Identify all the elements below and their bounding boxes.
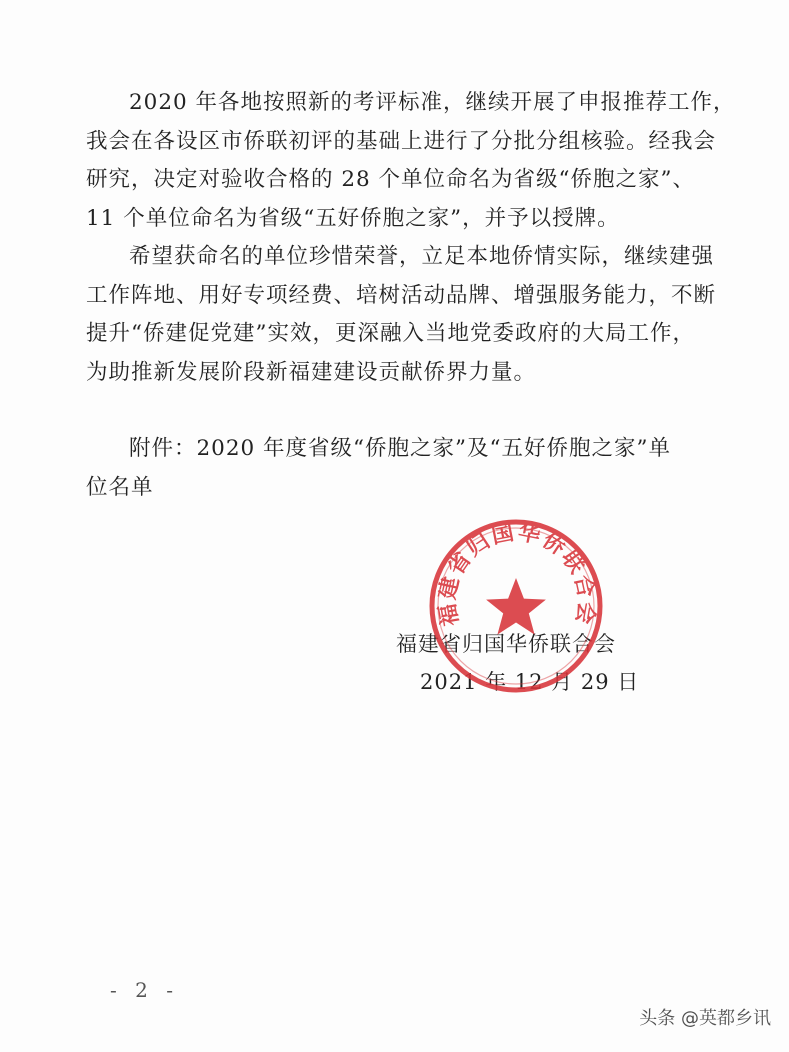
seal-star-icon — [486, 578, 546, 635]
page-number: - 2 - — [110, 978, 179, 1002]
paragraph-line: 2020 年各地按照新的考评标准，继续开展了申报推荐工作， — [129, 90, 736, 115]
paragraph-line: 希望获命名的单位珍惜荣誉，立足本地侨情实际，继续建强 — [129, 244, 715, 269]
official-seal-icon — [424, 516, 608, 696]
attachment-line: 位名单 — [86, 474, 154, 500]
signature-date: 2021 年 12 月 29 日 — [420, 670, 640, 694]
paragraph-line: 提升“侨建促党建”实效，更深融入当地党委政府的大局工作， — [86, 321, 695, 346]
paragraph-line: 工作阵地、用好专项经费、培树活动品牌、增强服务能力，不断 — [86, 282, 717, 308]
attachment-note — [86, 430, 726, 507]
attachment-line: 附件：2020 年度省级“侨胞之家”及“五好侨胞之家”单 — [129, 436, 672, 461]
paragraph-line: 11 个单位命名为省级“五好侨胞之家”，并予以授牌。 — [86, 205, 620, 231]
paragraph-line: 我会在各设区市侨联初评的基础上进行了分批分组核验。经我会 — [86, 128, 717, 154]
paragraph-line: 为助推新发展阶段新福建建设贡献侨界力量。 — [86, 359, 537, 385]
signature-organization: 福建省归国华侨联合会 — [396, 632, 616, 656]
paragraph-2 — [86, 238, 726, 392]
paragraph-line: 研究，决定对验收合格的 28 个单位命名为省级“侨胞之家”、 — [86, 167, 696, 192]
seal-text: 福建省归国华侨联合会 — [434, 519, 600, 628]
watermark: 头条 @英都乡讯 — [639, 1008, 771, 1029]
paragraph-1 — [86, 84, 736, 238]
